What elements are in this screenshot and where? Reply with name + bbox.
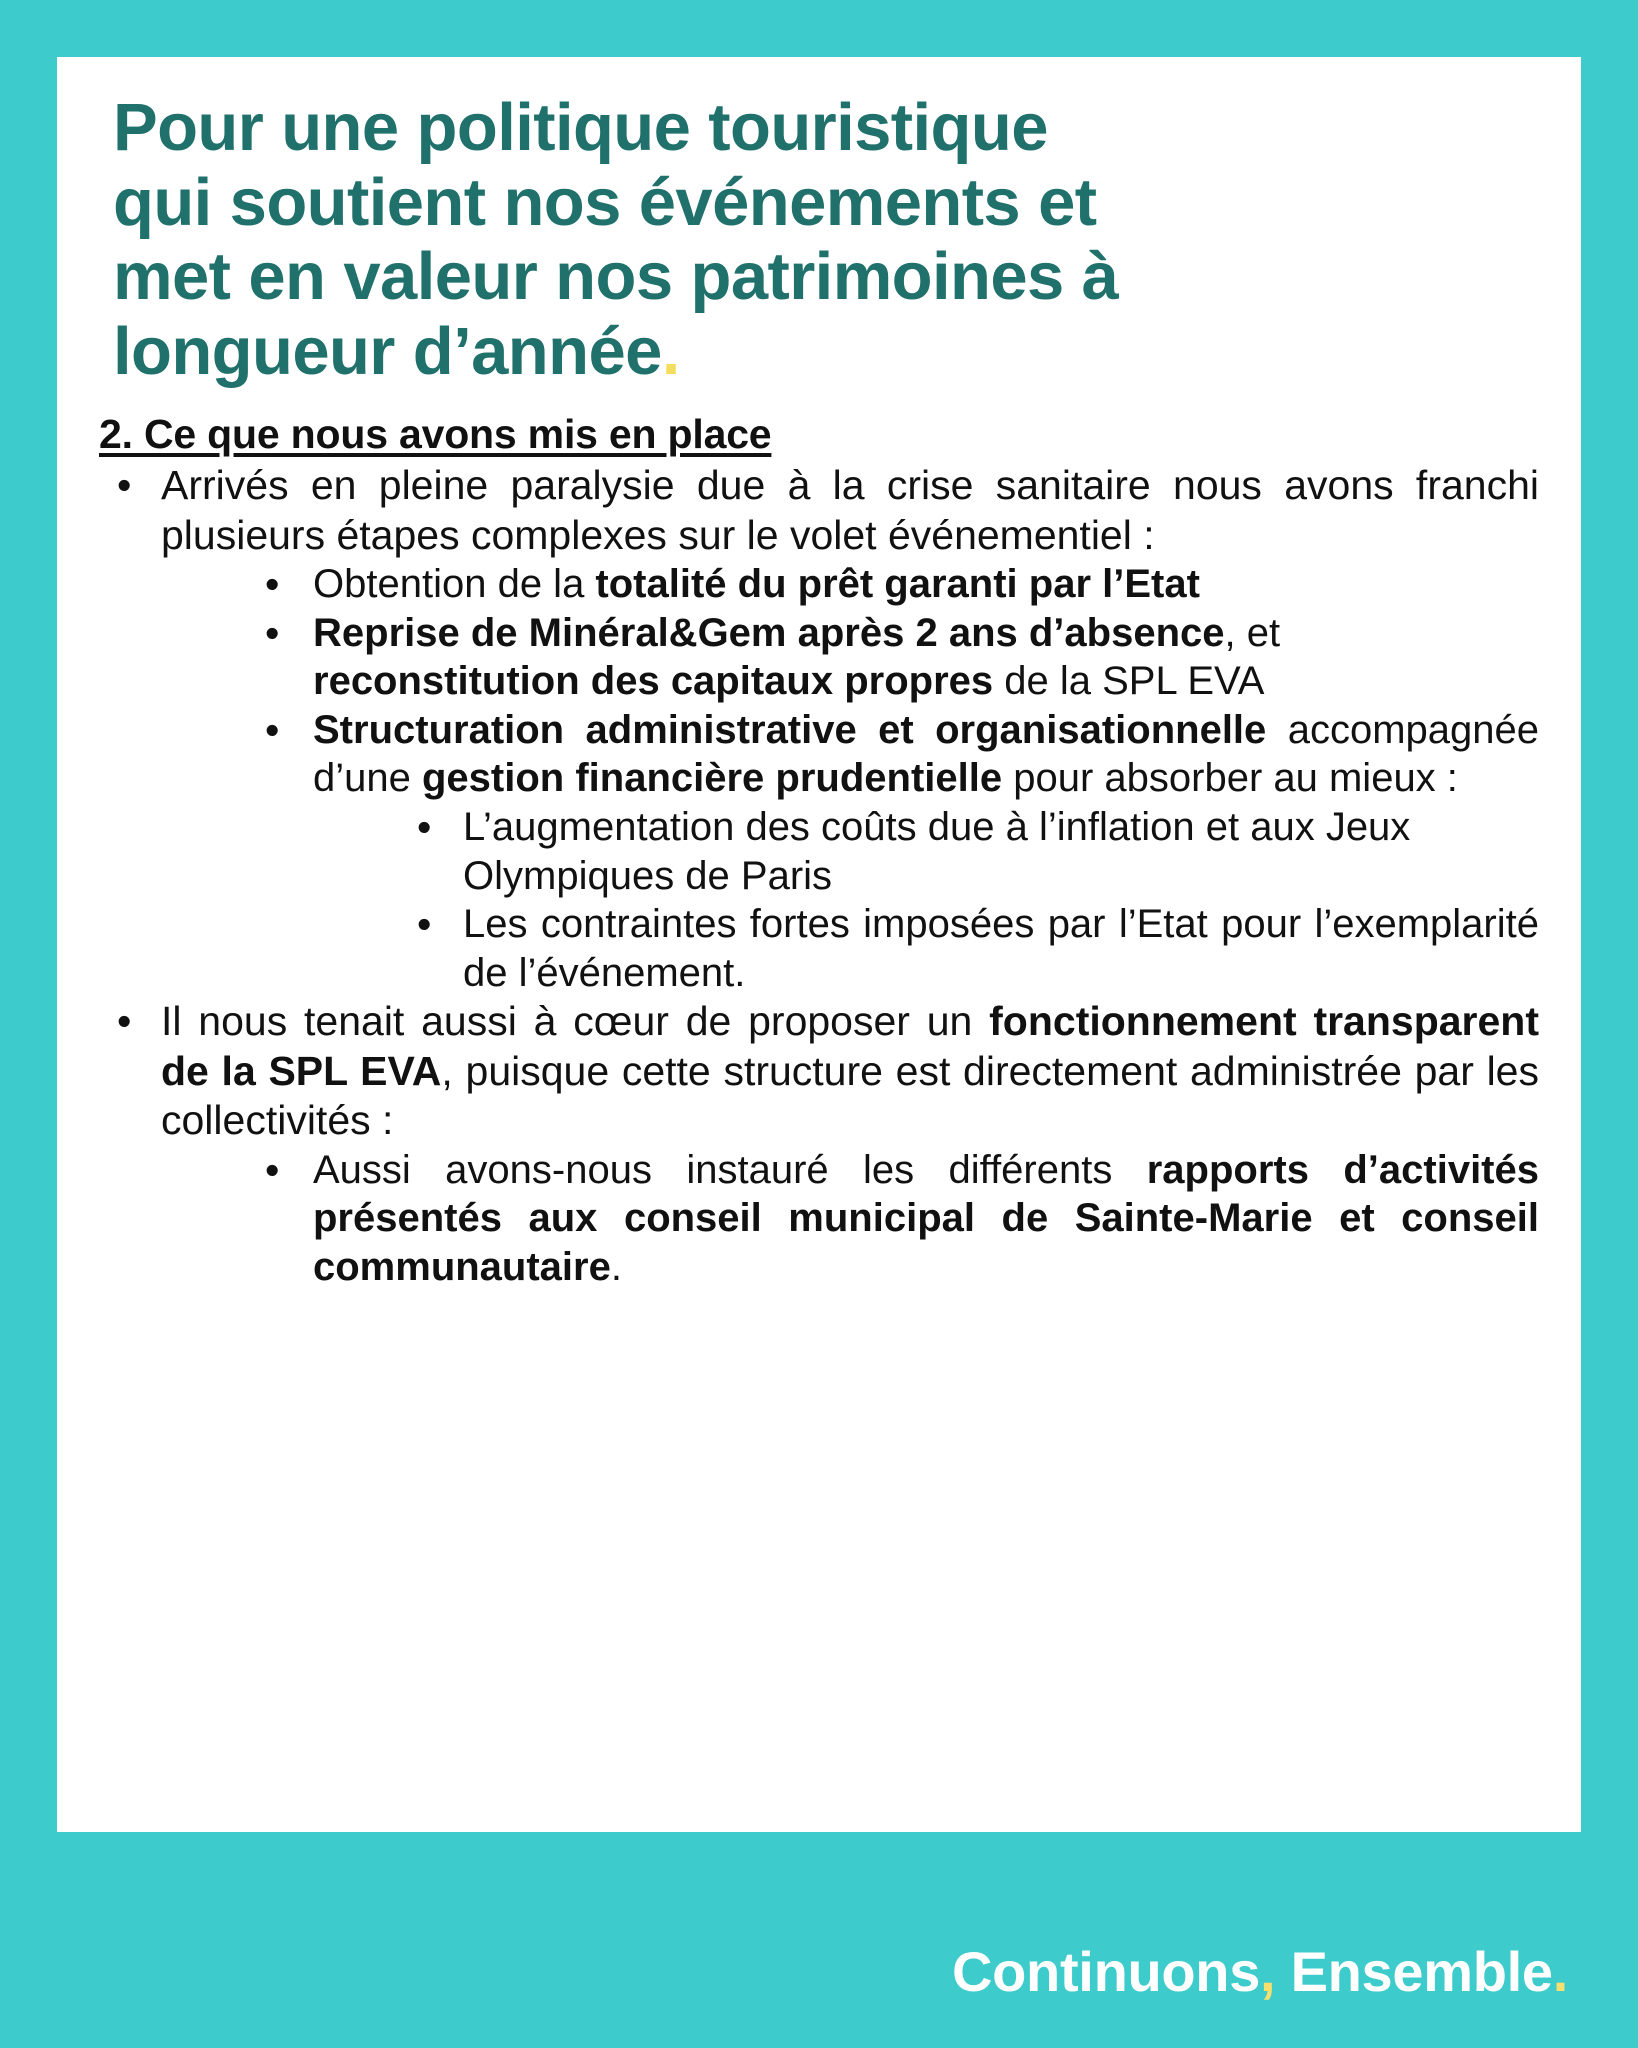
bullet-1-text: Arrivés en pleine paralysie due à la crise sanitaire nous avons franchi plusieurs étapes complexes sur le volet événementiel : — [161, 462, 1539, 558]
bullet-icon: • — [117, 462, 132, 509]
text-run: , et — [1224, 610, 1281, 655]
bullet-2-1-text — [313, 1146, 1539, 1292]
list-item — [99, 461, 1539, 997]
text-run-bold: totalité du prêt garanti par l’Etat — [595, 561, 1200, 606]
bullet-icon: • — [265, 609, 280, 656]
list-item — [255, 609, 1539, 706]
bullet-1-1-text — [313, 560, 1539, 609]
text-run-bold: Reprise de Minéral&Gem après 2 ans d’absence — [313, 610, 1225, 655]
footer-word-1: Continuons — [952, 1940, 1261, 2003]
footer-accent-dot: . — [1552, 1940, 1568, 2003]
section-heading: 2. Ce que nous avons mis en place — [99, 410, 772, 457]
list-item — [255, 1146, 1539, 1292]
footer-word-2: Ensemble — [1275, 1940, 1553, 2003]
footer-accent-comma: , — [1260, 1940, 1276, 2003]
bullet-1-2-text — [313, 609, 1539, 706]
content-card — [57, 57, 1581, 1832]
bullet-icon: • — [417, 803, 432, 850]
text-run-bold: rapports d’activités présentés aux conseil municipal de Sainte-Marie et conseil communautaire — [313, 1147, 1539, 1289]
page-title — [113, 91, 1513, 390]
bullet-2-text — [161, 997, 1539, 1145]
title-line-1: Pour une politique touristique — [113, 90, 1048, 165]
text-run: de la SPL EVA — [993, 659, 1265, 704]
list-item — [255, 706, 1539, 998]
bullet-icon: • — [265, 1146, 280, 1193]
bullet-1-3-2-text: Les contraintes fortes imposées par l’Etat pour l’exemplarité de l’événement. — [463, 902, 1539, 995]
bullet-1-3-1-text: L’augmentation des coûts due à l’inflation et aux Jeux Olympiques de Paris — [463, 804, 1411, 898]
bullet-icon: • — [117, 998, 132, 1045]
body-content — [99, 410, 1539, 1291]
text-run: , puisque cette structure est directement administrée par les collectivités : — [161, 1047, 1539, 1144]
title-line-3: met en valeur nos patrimoines à — [113, 239, 1119, 315]
text-run-bold: gestion financière prudentielle — [421, 756, 1003, 801]
title-line-4: longueur d’année — [113, 314, 662, 390]
title-line-2: qui soutient nos événements et — [113, 164, 1097, 240]
footer-slogan — [952, 1940, 1568, 2003]
list-item — [255, 560, 1539, 609]
bullet-1-3-text — [313, 706, 1539, 803]
footer — [0, 1939, 1638, 2004]
title-accent-dot: . — [661, 314, 680, 390]
text-run: . — [610, 1244, 622, 1289]
list-item — [99, 997, 1539, 1291]
text-run: Aussi avons-nous instauré les différents — [313, 1147, 1147, 1192]
bullet-list-level-3 — [405, 803, 1539, 997]
text-run-bold: Structuration administrative et organisationnelle — [313, 707, 1267, 752]
bullet-list-level-1 — [99, 461, 1539, 1291]
text-run: Obtention de la — [313, 561, 596, 606]
bullet-icon: • — [265, 560, 280, 607]
bullet-icon: • — [417, 901, 432, 948]
text-run: accompagnée d’une — [313, 707, 1539, 801]
bullet-list-level-2-b — [255, 1146, 1539, 1292]
text-run: Il nous tenait aussi à cœur de proposer un — [161, 998, 990, 1045]
text-run: pour absorber au mieux : — [1002, 756, 1458, 801]
text-run-bold: reconstitution des capitaux propres — [313, 659, 994, 704]
bullet-icon: • — [265, 706, 280, 753]
bullet-list-level-2-a — [255, 560, 1539, 997]
list-item — [405, 900, 1539, 997]
text-run-bold: fonctionnement transparent de la SPL EVA — [161, 998, 1540, 1094]
list-item — [405, 803, 1539, 900]
